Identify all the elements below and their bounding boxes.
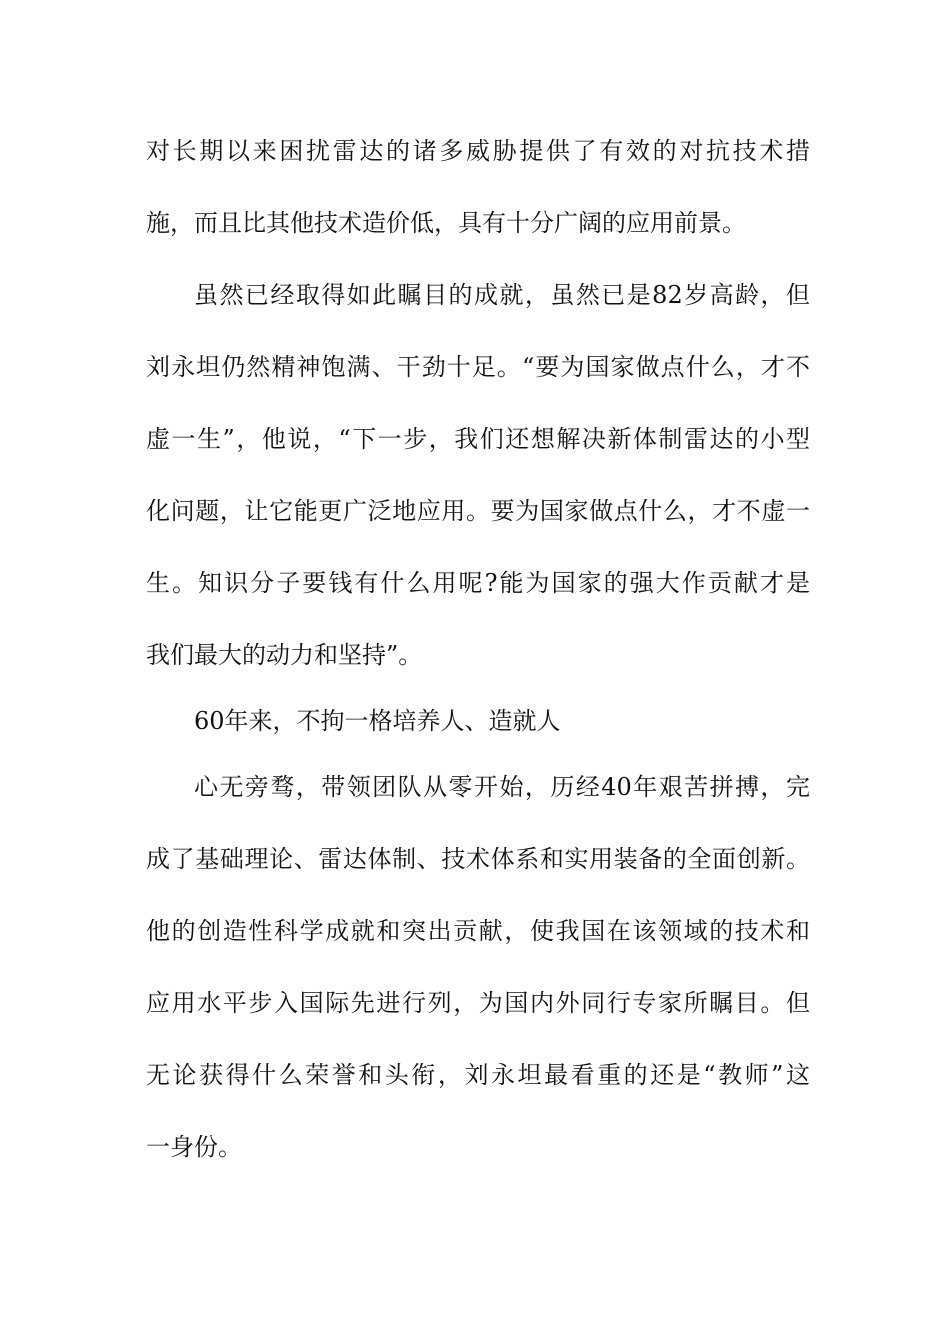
paragraph-3-line-6: 一身份。 bbox=[146, 1133, 242, 1161]
paragraph-3-line-4: 应用水平步入国际先进行列，为国内外同行专家所瞩目。但 bbox=[146, 989, 810, 1017]
paragraph-2-line-4: 化问题，让它能更广泛地应用。要为国家做点什么，才不虚一 bbox=[146, 497, 810, 525]
section-heading: 60年来，不拘一格培养人、造就人 bbox=[194, 707, 561, 735]
paragraph-2-line-5: 生。知识分子要钱有什么用呢?能为国家的强大作贡献才是 bbox=[146, 569, 810, 597]
paragraph-2-line-2: 刘永坦仍然精神饱满、干劲十足。“要为国家做点什么，才不 bbox=[146, 353, 810, 381]
paragraph-3-line-2: 成了基础理论、雷达体制、技术体系和实用装备的全面创新。 bbox=[146, 845, 810, 873]
paragraph-1-line-2: 施，而且比其他技术造价低，具有十分广阔的应用前景。 bbox=[146, 209, 746, 237]
paragraph-2-line-1: 虽然已经取得如此瞩目的成就，虽然已是82岁高龄，但 bbox=[194, 281, 810, 309]
paragraph-2-line-3: 虚一生”，他说，“下一步，我们还想解决新体制雷达的小型 bbox=[146, 425, 810, 453]
paragraph-3-line-5: 无论获得什么荣誉和头衔，刘永坦最看重的还是“教师”这 bbox=[146, 1061, 810, 1089]
paragraph-1-line-1: 对长期以来困扰雷达的诸多威胁提供了有效的对抗技术措 bbox=[146, 137, 810, 165]
paragraph-3-line-3: 他的创造性科学成就和突出贡献，使我国在该领域的技术和 bbox=[146, 917, 810, 945]
paragraph-3-line-1: 心无旁骛，带领团队从零开始，历经40年艰苦拼搏，完 bbox=[194, 773, 810, 801]
paragraph-2-line-6: 我们最大的动力和坚持”。 bbox=[146, 641, 423, 669]
